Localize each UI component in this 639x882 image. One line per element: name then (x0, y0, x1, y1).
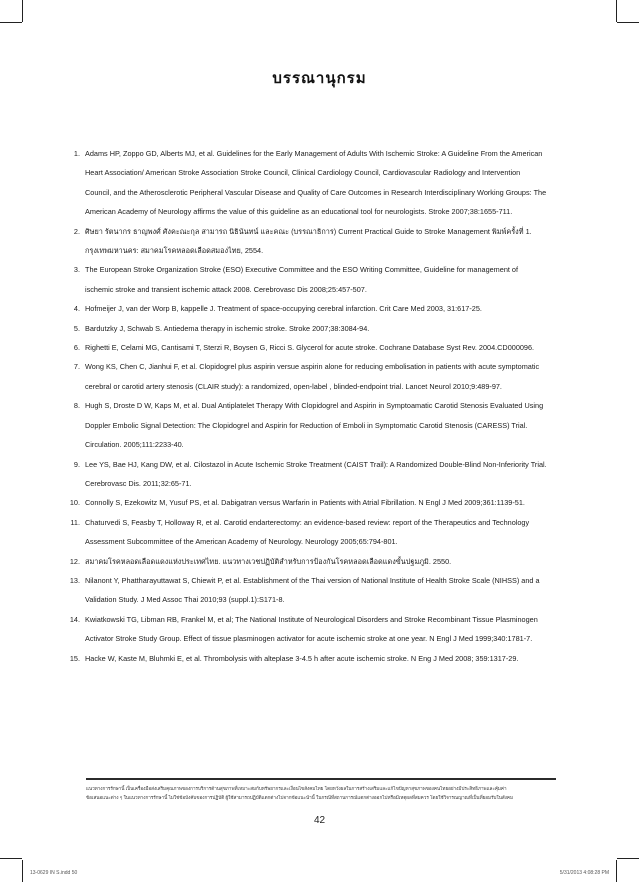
reference-number: 13. (69, 575, 80, 585)
reference-number: 2. (73, 226, 80, 236)
print-slug-file: 13-0629 IN S.indd 50 (30, 870, 78, 876)
reference-item (62, 260, 548, 299)
reference-text: Righetti E, Celami MG, Cantisami T, Sterzi R, Boysen G, Ricci S. Glycerol for acute stroke. Cochrane Database Syst Rev. 2004.CD000096. (85, 343, 535, 353)
reference-item (62, 649, 548, 668)
crop-mark (616, 0, 617, 22)
reference-number: 15. (69, 653, 80, 663)
reference-item (62, 357, 548, 396)
reference-item (62, 222, 548, 261)
page-title: บรรณานุกรม (272, 70, 367, 87)
reference-item (62, 552, 548, 571)
reference-item (62, 396, 548, 454)
reference-text: Bardutzky J, Schwab S. Antiedema therapy in ischemic stroke. Stroke 2007;38:3084-94. (85, 323, 370, 333)
reference-text: สมาคมโรคหลอดเลือดแดงแห่งประเทศไทย. แนวทางเวชปฏิบัติสำหรับการป้องกันโรคหลอดเลือดแดงขั้นปฐมภูมิ. 2550. (85, 556, 452, 566)
reference-text: Kwiatkowski TG, Libman RB, Frankel M, et al; The National Institute of Neurological Disorders and Stroke Recombinant Tissue Plasminogen Activator Stroke Study Group. Effect of tissue plasminogen activator for acute ischemic stroke at one year. N Engl J Med 1999;340:1781-7. (85, 614, 538, 644)
reference-number: 4. (73, 304, 80, 314)
reference-text: Connolly S, Ezekowitz M, Yusuf PS, et al. Dabigatran versus Warfarin in Patients with Atrial Fibrillation. N Engl J Med 2009;361:1139-51. (85, 498, 525, 508)
reference-number: 7. (73, 362, 80, 372)
reference-text: Hofmeijer J, van der Worp B, kappelle J. Treatment of space-occupying cerebral infarction. Crit Care Med 2003, 31:617-25. (85, 304, 482, 314)
page-number: 42 (313, 815, 326, 826)
crop-mark (617, 858, 639, 859)
reference-item (62, 610, 548, 649)
reference-text: Nilanont Y, Phattharayuttawat S, Chiewit P, et al. Establishment of the Thai version of National Institute of Health Stroke Scale (NIHSS) and a Validation Study. J Med Assoc Thai 2010;93 (suppl.1):S171-8. (85, 575, 540, 605)
crop-mark (0, 22, 22, 23)
reference-text: Hugh S, Droste D W, Kaps M, et al. Dual Antiplatelet Therapy With Clopidogrel and Aspirin in Symptoamatic Carotid Stenosis Evaluated Using Doppler Embolic Signal Detection: The Clopidogrel and Aspirin for Reduction of Emboli in Symptomatic Carotid Stenosis (CARESS) Trial. Circulation. 2005;111:2233-40. (85, 401, 544, 450)
reference-number: 9. (73, 459, 80, 469)
reference-item (62, 319, 548, 338)
reference-number: 1. (73, 149, 80, 158)
reference-item (62, 338, 548, 357)
reference-text: Chaturvedi S, Feasby T, Holloway R, et al. Carotid endarterectomy: an evidence-based review: report of the Therapeutics and Technology Assessment Subcommittee of the American Academy of Neurology. Neurology 2005;65:794-801. (85, 517, 530, 547)
crop-mark (22, 860, 23, 882)
reference-number: 5. (73, 323, 80, 333)
reference-number: 11. (70, 517, 80, 527)
reference-item (62, 571, 548, 610)
crop-mark (22, 0, 23, 22)
reference-text: Wong KS, Chen C, Jianhui F, et al. Clopidogrel plus aspirin versue aspirin alone for reducing embolisation in patients with acute symptomatic cerebral or carotid artery stenosis (CLAIR study): a randomized, open-label , blinded-endpoint trial. Lancet Neurol 2010;9:489-97. (85, 362, 540, 391)
reference-text: Adams HP, Zoppo GD, Alberts MJ, et al. Guidelines for the Early Management of Adults With Ischemic Stroke: A Guideline From the American Heart Association/ American Stroke Association Stroke Council, Clinical Cardiology Council, Cardiovascular Radiology and Intervention Council, and the Atherosclerotic Peripheral Vascular Disease and Quality of Care Outcomes in Research Interdisciplinary Working Groups: The American Academy of Neurology affirms the value of this guideline as an educational tool for neurologists. Stroke 2007;38:1655-711. (85, 149, 547, 217)
reference-list (62, 144, 548, 668)
reference-number: 12. (69, 556, 80, 566)
reference-item (62, 493, 548, 512)
reference-item (62, 299, 548, 318)
reference-number: 10. (69, 498, 80, 508)
reference-number: 14. (69, 614, 80, 624)
reference-number: 6. (73, 343, 80, 353)
footnote-line: ข้อเสนอแนะต่าง ๆ ในแนวทางการรักษานี้ ไม่ใช่ข้อบังคับของการปฏิบัติ ผู้ใช้สามารถปฏิบัติแตกต่างไปจากข้อแนะนำนี้ ในกรณีที่สถานการณ์แตกต่างออกไปหรือมีเหตุผลที่สมควร โดยใช้วิจารณญาณที่เป็นที่ยอมรับในสังคม (86, 795, 513, 800)
reference-item (62, 513, 548, 552)
reference-number: 8. (73, 401, 80, 411)
reference-text: The European Stroke Organization Stroke (ESO) Executive Committee and the ESO Writing Committee, Guideline for management of ischemic stroke and transient ischemic attack 2008. Cerebrovasc Dis 2008;25:457-507. (85, 265, 519, 294)
reference-item (62, 455, 548, 494)
reference-text: Lee YS, Bae HJ, Kang DW, et al. Cilostazol in Acute Ischemic Stroke Treatment (CAIST Trail): A Randomized Double-Blind Non-Inferiority Trial. Cerebrovasc Dis. 2011;32:65-71. (85, 459, 547, 488)
reference-item (62, 144, 548, 222)
footnote-line: แนวทางการรักษานี้ เป็นเครื่องมือส่งเสริมคุณภาพของการบริการด้านสุขภาพที่เหมาะสมกับทรัพยากรและเงื่อนไขสังคมไทย โดยหวังผลในการสร้างเสริมและแก้ไขปัญหาสุขภาพของคนไทยอย่างมีประสิทธิภาพและคุ้มค่า (86, 786, 507, 791)
crop-mark (0, 858, 22, 859)
reference-text: ศิษยา รัตนากร ธาญพงศ์ ศังคะณะกุล สามารถ นิธินันทน์ และคณะ (บรรณาธิการ) Current Practical Guide to Stroke Management พิมพ์ครั้งที่ 1. กรุงเทพมหานคร: สมาคมโรคหลอดเลือดสมองไทย, 2554. (85, 226, 532, 256)
crop-mark (617, 22, 639, 23)
crop-mark (616, 860, 617, 882)
reference-text: Hacke W, Kaste M, Bluhmki E, et al. Thrombolysis with alteplase 3-4.5 h after acute ischemic stroke. N Eng J Med 2008; 359:1317-29. (85, 653, 519, 663)
print-slug-date: 5/31/2013 4:08:28 PM (559, 870, 609, 876)
reference-number: 3. (73, 265, 80, 275)
footer-rule (86, 778, 556, 780)
